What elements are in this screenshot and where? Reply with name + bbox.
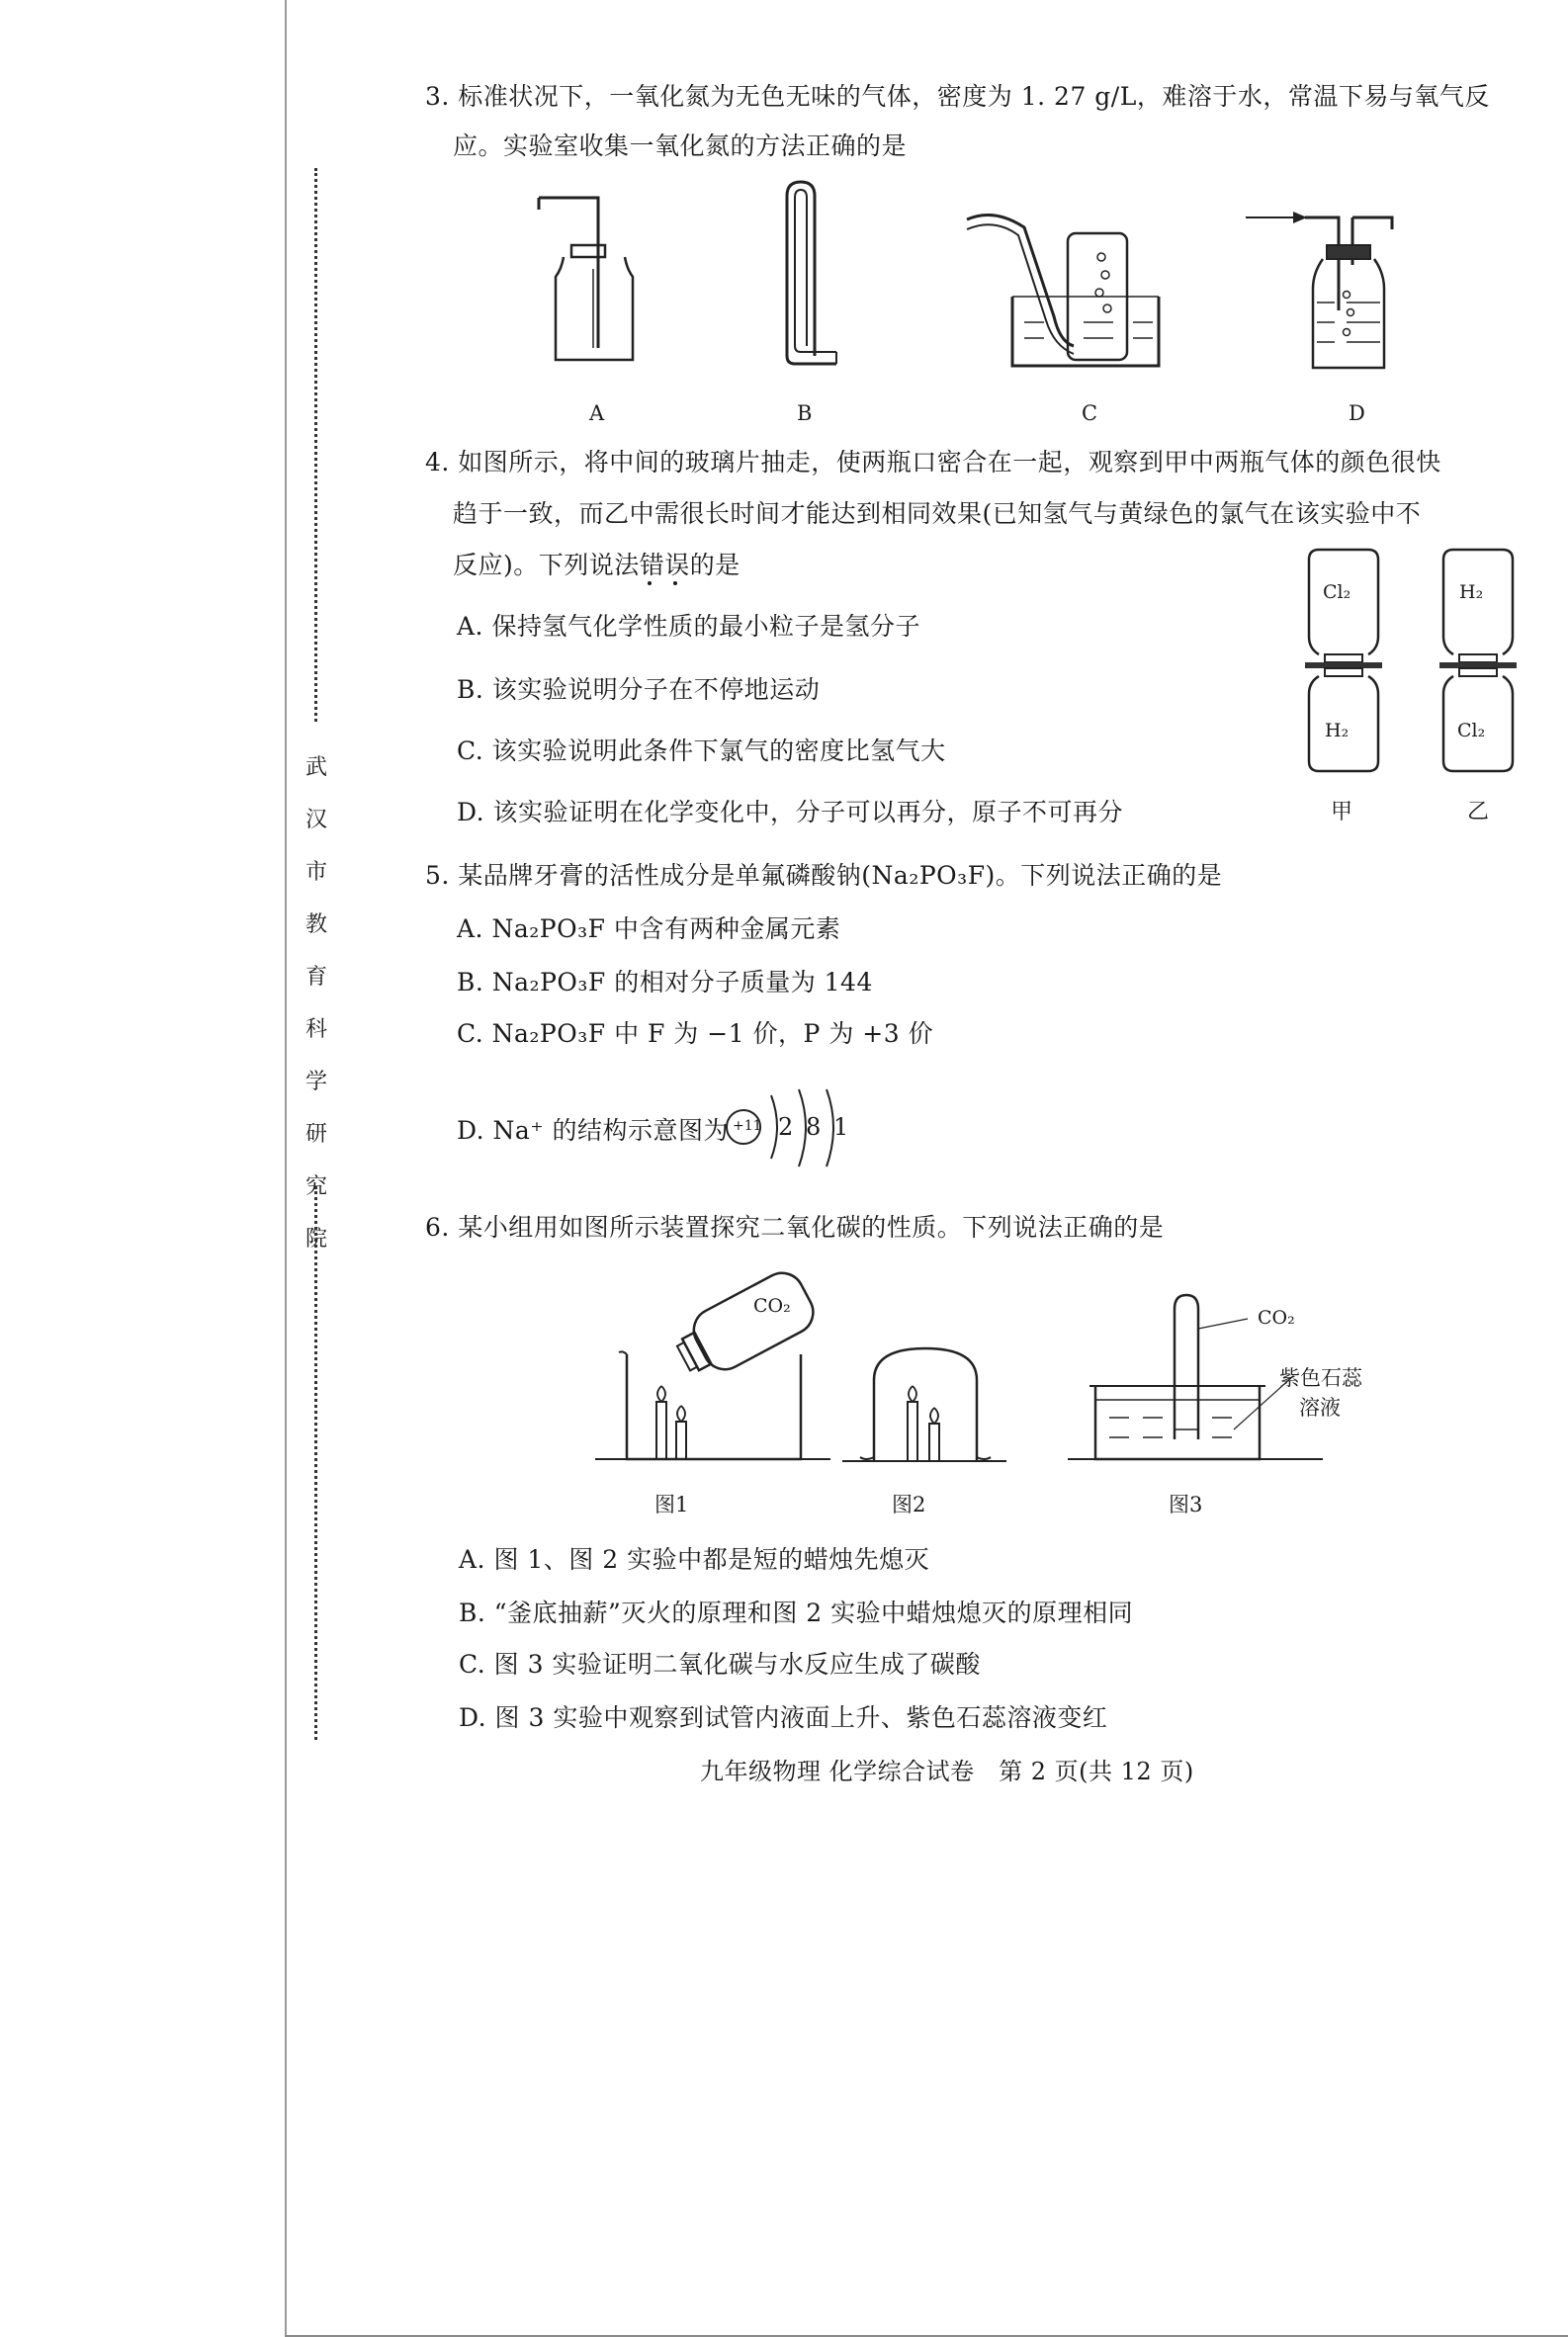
q3-label-a: A	[589, 401, 605, 425]
emphasis-dot	[648, 581, 652, 585]
ion-nucleus-charge: +11	[733, 1118, 762, 1134]
emphasis-dot	[673, 581, 677, 585]
page-footer: 九年级物理 化学综合试卷 第 2 页(共 12 页)	[700, 1758, 1194, 1785]
ion-shell-3: 1	[833, 1113, 849, 1141]
binding-institution	[302, 741, 331, 1265]
water-displacement-icon	[965, 198, 1173, 376]
q3-apparatus-a	[534, 190, 643, 368]
q6-figure-2	[840, 1341, 1008, 1469]
q4-label-jia: 甲	[1331, 800, 1353, 824]
q3-label-c: C	[1082, 401, 1098, 425]
q6-fig1-caption: 图1	[654, 1493, 689, 1516]
q3-label-b: B	[797, 401, 813, 425]
binding-char: 武	[305, 755, 327, 780]
q6-tube-label: CO₂	[1258, 1307, 1295, 1329]
q5-option-b: B. Na₂PO₃F 的相对分子质量为 144	[457, 968, 873, 996]
q6-bottle-label: CO₂	[753, 1295, 791, 1317]
q3-label-d: D	[1349, 401, 1365, 425]
bell-jar-candles-icon	[840, 1341, 1008, 1469]
q4-jia-top-gas: Cl₂	[1323, 581, 1351, 603]
q6-stem: 6. 某小组用如图所示装置探究二氧化碳的性质。下列说法正确的是	[425, 1213, 1165, 1242]
binding-dots-bottom	[314, 1186, 321, 1740]
binding-char: 研	[305, 1122, 327, 1147]
q4-option-c: C. 该实验说明此条件下氯气的密度比氢气大	[457, 736, 946, 765]
q4-yi-bottom-gas: Cl₂	[1457, 720, 1486, 741]
binding-char: 学	[305, 1070, 327, 1094]
q4-jia-bottom-gas: H₂	[1325, 720, 1350, 741]
q5-stem: 5. 某品牌牙膏的活性成分是单氟磷酸钠(Na₂PO₃F)。下列说法正确的是	[425, 861, 1223, 890]
q6-option-b: B. “釜底抽薪”灭火的原理和图 2 实验中蜡烛熄灭的原理相同	[459, 1599, 1134, 1627]
q6-option-d: D. 图 3 实验中观察到试管内液面上升、紫色石蕊溶液变红	[459, 1703, 1108, 1732]
q6-solution-label-2: 溶液	[1299, 1396, 1341, 1420]
binding-dots-top	[314, 168, 321, 722]
co2-pouring-beaker-icon	[593, 1255, 850, 1473]
q4-option-b: B. 该实验说明分子在不停地运动	[457, 675, 821, 704]
q4-option-d: D. 该实验证明在化学变化中，分子可以再分，原子不可再分	[457, 798, 1124, 826]
q5-option-d: D. Na⁺ 的结构示意图为	[457, 1116, 729, 1145]
paper-edge-left	[285, 0, 287, 2335]
q3-apparatus-d	[1244, 194, 1422, 382]
q5-option-c: C. Na₂PO₃F 中 F 为 −1 价，P 为 +3 价	[457, 1019, 934, 1048]
q3-apparatus-c	[965, 198, 1173, 376]
binding-char: 教	[305, 912, 327, 937]
binding-char: 究	[305, 1174, 327, 1199]
q4-label-yi: 乙	[1467, 800, 1490, 824]
gas-bottle-long-tube-icon	[534, 190, 643, 368]
q4-option-a: A. 保持氢气化学性质的最小粒子是氢分子	[457, 612, 920, 641]
q6-fig2-caption: 图2	[892, 1493, 926, 1516]
q3-stem-line1: 3. 标准状况下，一氧化氮为无色无味的气体，密度为 1. 27 g/L，难溶于水，常温下易与氧气反	[425, 82, 1490, 111]
q6-fig3-caption: 图3	[1169, 1493, 1203, 1516]
binding-char: 市	[305, 860, 327, 885]
q5-option-a: A. Na₂PO₃F 中含有两种金属元素	[457, 914, 841, 943]
q6-figure-1	[593, 1255, 850, 1473]
q4-stem-line2: 趋于一致，而乙中需很长时间才能达到相同效果(已知氢气与黄绿色的氯气在该实验中不	[453, 499, 1422, 528]
q3-apparatus-b	[777, 178, 846, 376]
binding-char: 育	[305, 965, 327, 990]
q6-option-c: C. 图 3 实验证明二氧化碳与水反应生成了碳酸	[459, 1650, 981, 1679]
u-tube-icon	[777, 178, 846, 376]
ion-shell-1: 2	[778, 1113, 794, 1141]
q6-solution-label-1: 紫色石蕊	[1279, 1366, 1362, 1390]
ion-shell-2: 8	[806, 1113, 822, 1141]
q4-yi-top-gas: H₂	[1459, 581, 1484, 603]
q6-option-a: A. 图 1、图 2 实验中都是短的蜡烛先熄灭	[459, 1545, 930, 1574]
q4-stem-line1: 4. 如图所示，将中间的玻璃片抽走，使两瓶口密合在一起，观察到甲中两瓶气体的颜色很快	[425, 448, 1441, 476]
binding-char: 汉	[305, 808, 327, 832]
q4-stem-line3: 反应)。下列说法错误的是	[453, 551, 740, 579]
binding-char: 科	[305, 1017, 327, 1042]
gas-washing-bottle-icon	[1244, 194, 1422, 382]
q3-stem-line2: 应。实验室收集一氧化氮的方法正确的是	[453, 131, 908, 160]
binding-char: 院	[305, 1227, 327, 1252]
